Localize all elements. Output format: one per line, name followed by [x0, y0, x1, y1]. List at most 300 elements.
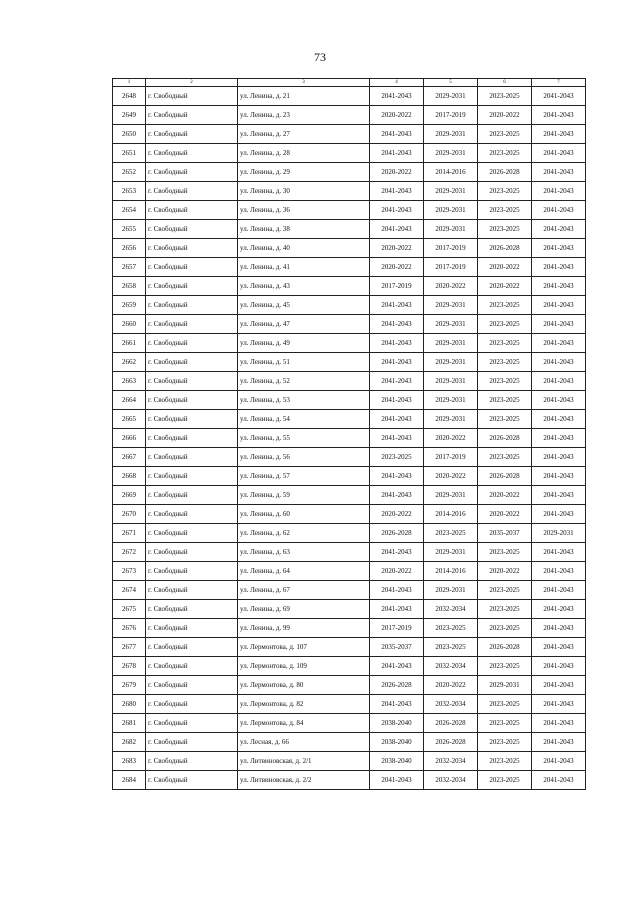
- period-cell-6: 2023-2025: [478, 296, 532, 315]
- period-cell-4: 2017-2019: [370, 619, 424, 638]
- period-cell-5: 2017-2019: [424, 106, 478, 125]
- period-cell-7: 2041-2043: [532, 372, 586, 391]
- period-cell-5: 2020-2022: [424, 429, 478, 448]
- address-cell: ул. Ленина, д. 64: [238, 562, 370, 581]
- period-cell-7: 2041-2043: [532, 239, 586, 258]
- address-cell: ул. Ленина, д. 23: [238, 106, 370, 125]
- city-cell: г. Свободный: [146, 353, 238, 372]
- period-cell-5: 2017-2019: [424, 258, 478, 277]
- period-cell-7: 2041-2043: [532, 163, 586, 182]
- row-number: 2672: [113, 543, 146, 562]
- city-cell: г. Свободный: [146, 714, 238, 733]
- period-cell-5: 2032-2034: [424, 600, 478, 619]
- period-cell-4: 2041-2043: [370, 182, 424, 201]
- period-cell-6: 2023-2025: [478, 543, 532, 562]
- period-cell-6: 2035-2037: [478, 524, 532, 543]
- period-cell-5: 2029-2031: [424, 182, 478, 201]
- period-cell-6: 2020-2022: [478, 505, 532, 524]
- table-body: [113, 87, 586, 790]
- address-cell: ул. Литвиновская, д. 2/2: [238, 771, 370, 790]
- period-cell-4: 2041-2043: [370, 87, 424, 106]
- address-cell: ул. Ленина, д. 41: [238, 258, 370, 277]
- row-number: 2649: [113, 106, 146, 125]
- period-cell-6: 2023-2025: [478, 771, 532, 790]
- period-cell-6: 2023-2025: [478, 695, 532, 714]
- period-cell-7: 2029-2031: [532, 524, 586, 543]
- period-cell-6: 2020-2022: [478, 277, 532, 296]
- city-cell: г. Свободный: [146, 106, 238, 125]
- period-cell-5: 2014-2016: [424, 163, 478, 182]
- period-cell-6: 2023-2025: [478, 410, 532, 429]
- table-row: [113, 239, 586, 258]
- period-cell-5: 2029-2031: [424, 410, 478, 429]
- period-cell-5: 2029-2031: [424, 543, 478, 562]
- row-number: 2684: [113, 771, 146, 790]
- city-cell: г. Свободный: [146, 448, 238, 467]
- period-cell-6: 2026-2028: [478, 638, 532, 657]
- period-cell-5: 2017-2019: [424, 448, 478, 467]
- city-cell: г. Свободный: [146, 258, 238, 277]
- row-number: 2680: [113, 695, 146, 714]
- period-cell-7: 2041-2043: [532, 733, 586, 752]
- period-cell-5: 2029-2031: [424, 220, 478, 239]
- table-row: [113, 182, 586, 201]
- address-cell: ул. Ленина, д. 30: [238, 182, 370, 201]
- period-cell-7: 2041-2043: [532, 714, 586, 733]
- address-cell: ул. Ленина, д. 55: [238, 429, 370, 448]
- period-cell-6: 2023-2025: [478, 315, 532, 334]
- period-cell-7: 2041-2043: [532, 448, 586, 467]
- row-number: 2675: [113, 600, 146, 619]
- period-cell-6: 2023-2025: [478, 220, 532, 239]
- period-cell-7: 2041-2043: [532, 676, 586, 695]
- period-cell-6: 2023-2025: [478, 334, 532, 353]
- row-number: 2648: [113, 87, 146, 106]
- city-cell: г. Свободный: [146, 277, 238, 296]
- row-number: 2662: [113, 353, 146, 372]
- city-cell: г. Свободный: [146, 695, 238, 714]
- period-cell-6: 2023-2025: [478, 372, 532, 391]
- table-row: [113, 733, 586, 752]
- period-cell-6: 2023-2025: [478, 657, 532, 676]
- period-cell-6: 2023-2025: [478, 448, 532, 467]
- period-cell-6: 2023-2025: [478, 391, 532, 410]
- row-number: 2670: [113, 505, 146, 524]
- table-row: [113, 486, 586, 505]
- period-cell-5: 2014-2016: [424, 505, 478, 524]
- period-cell-4: 2041-2043: [370, 334, 424, 353]
- table-row: [113, 562, 586, 581]
- period-cell-5: 2014-2016: [424, 562, 478, 581]
- address-cell: ул. Ленина, д. 40: [238, 239, 370, 258]
- row-number: 2665: [113, 410, 146, 429]
- row-number: 2682: [113, 733, 146, 752]
- period-cell-4: 2041-2043: [370, 771, 424, 790]
- city-cell: г. Свободный: [146, 163, 238, 182]
- city-cell: г. Свободный: [146, 505, 238, 524]
- period-cell-6: 2026-2028: [478, 429, 532, 448]
- period-cell-7: 2041-2043: [532, 429, 586, 448]
- address-cell: ул. Ленина, д. 47: [238, 315, 370, 334]
- city-cell: г. Свободный: [146, 543, 238, 562]
- period-cell-4: 2035-2037: [370, 638, 424, 657]
- city-cell: г. Свободный: [146, 657, 238, 676]
- table-row: [113, 334, 586, 353]
- period-cell-5: 2029-2031: [424, 144, 478, 163]
- address-cell: ул. Ленина, д. 53: [238, 391, 370, 410]
- period-cell-4: 2041-2043: [370, 695, 424, 714]
- column-header-1: 1: [113, 79, 146, 87]
- period-cell-7: 2041-2043: [532, 201, 586, 220]
- period-cell-4: 2020-2022: [370, 562, 424, 581]
- period-cell-4: 2041-2043: [370, 372, 424, 391]
- row-number: 2653: [113, 182, 146, 201]
- period-cell-4: 2041-2043: [370, 391, 424, 410]
- period-cell-5: 2029-2031: [424, 334, 478, 353]
- row-number: 2668: [113, 467, 146, 486]
- period-cell-5: 2029-2031: [424, 391, 478, 410]
- period-cell-6: 2023-2025: [478, 581, 532, 600]
- city-cell: г. Свободный: [146, 676, 238, 695]
- period-cell-7: 2041-2043: [532, 581, 586, 600]
- period-cell-4: 2041-2043: [370, 581, 424, 600]
- period-cell-7: 2041-2043: [532, 87, 586, 106]
- period-cell-4: 2038-2040: [370, 714, 424, 733]
- period-cell-6: 2023-2025: [478, 600, 532, 619]
- column-header-2: 2: [146, 79, 238, 87]
- address-cell: ул. Ленина, д. 63: [238, 543, 370, 562]
- address-cell: ул. Ленина, д. 21: [238, 87, 370, 106]
- row-number: 2676: [113, 619, 146, 638]
- period-cell-7: 2041-2043: [532, 334, 586, 353]
- address-cell: ул. Лесная, д. 66: [238, 733, 370, 752]
- table-row: [113, 87, 586, 106]
- period-cell-7: 2041-2043: [532, 619, 586, 638]
- city-cell: г. Свободный: [146, 372, 238, 391]
- table-row: [113, 125, 586, 144]
- period-cell-7: 2041-2043: [532, 391, 586, 410]
- city-cell: г. Свободный: [146, 733, 238, 752]
- period-cell-6: 2023-2025: [478, 182, 532, 201]
- column-header-3: 3: [238, 79, 370, 87]
- period-cell-6: 2020-2022: [478, 486, 532, 505]
- period-cell-6: 2026-2028: [478, 467, 532, 486]
- period-cell-7: 2041-2043: [532, 220, 586, 239]
- table-row: [113, 467, 586, 486]
- address-cell: ул. Лермонтова, д. 80: [238, 676, 370, 695]
- row-number: 2679: [113, 676, 146, 695]
- table-row: [113, 353, 586, 372]
- period-cell-4: 2017-2019: [370, 277, 424, 296]
- table-row: [113, 144, 586, 163]
- period-cell-7: 2041-2043: [532, 182, 586, 201]
- row-number: 2654: [113, 201, 146, 220]
- city-cell: г. Свободный: [146, 600, 238, 619]
- table-row: [113, 429, 586, 448]
- period-cell-5: 2032-2034: [424, 657, 478, 676]
- row-number: 2678: [113, 657, 146, 676]
- period-cell-6: 2023-2025: [478, 752, 532, 771]
- city-cell: г. Свободный: [146, 752, 238, 771]
- address-cell: ул. Литвиновская, д. 2/1: [238, 752, 370, 771]
- row-number: 2681: [113, 714, 146, 733]
- period-cell-7: 2041-2043: [532, 315, 586, 334]
- period-cell-7: 2041-2043: [532, 353, 586, 372]
- address-cell: ул. Ленина, д. 36: [238, 201, 370, 220]
- address-cell: ул. Лермонтова, д. 84: [238, 714, 370, 733]
- city-cell: г. Свободный: [146, 315, 238, 334]
- table-row: [113, 106, 586, 125]
- address-cell: ул. Лермонтова, д. 109: [238, 657, 370, 676]
- city-cell: г. Свободный: [146, 486, 238, 505]
- table-row: [113, 163, 586, 182]
- table-row: [113, 714, 586, 733]
- period-cell-4: 2041-2043: [370, 220, 424, 239]
- address-cell: ул. Ленина, д. 54: [238, 410, 370, 429]
- row-number: 2657: [113, 258, 146, 277]
- row-number: 2655: [113, 220, 146, 239]
- row-number: 2656: [113, 239, 146, 258]
- table-row: [113, 315, 586, 334]
- city-cell: г. Свободный: [146, 220, 238, 239]
- table-row: [113, 410, 586, 429]
- row-number: 2650: [113, 125, 146, 144]
- period-cell-7: 2041-2043: [532, 296, 586, 315]
- address-cell: ул. Ленина, д. 59: [238, 486, 370, 505]
- table-row: [113, 638, 586, 657]
- city-cell: г. Свободный: [146, 562, 238, 581]
- period-cell-4: 2026-2028: [370, 524, 424, 543]
- period-cell-4: 2041-2043: [370, 410, 424, 429]
- period-cell-5: 2029-2031: [424, 296, 478, 315]
- row-number: 2664: [113, 391, 146, 410]
- address-cell: ул. Ленина, д. 57: [238, 467, 370, 486]
- row-number: 2671: [113, 524, 146, 543]
- period-cell-5: 2029-2031: [424, 353, 478, 372]
- address-cell: ул. Лермонтова, д. 107: [238, 638, 370, 657]
- period-cell-4: 2041-2043: [370, 353, 424, 372]
- period-cell-5: 2023-2025: [424, 638, 478, 657]
- period-cell-4: 2020-2022: [370, 106, 424, 125]
- city-cell: г. Свободный: [146, 524, 238, 543]
- address-cell: ул. Ленина, д. 51: [238, 353, 370, 372]
- period-cell-4: 2038-2040: [370, 752, 424, 771]
- table-row: [113, 372, 586, 391]
- housing-schedule-table: [112, 78, 586, 790]
- period-cell-7: 2041-2043: [532, 505, 586, 524]
- period-cell-7: 2041-2043: [532, 258, 586, 277]
- period-cell-7: 2041-2043: [532, 600, 586, 619]
- period-cell-4: 2041-2043: [370, 467, 424, 486]
- row-number: 2666: [113, 429, 146, 448]
- row-number: 2667: [113, 448, 146, 467]
- period-cell-5: 2029-2031: [424, 486, 478, 505]
- period-cell-7: 2041-2043: [532, 144, 586, 163]
- table-row: [113, 752, 586, 771]
- period-cell-5: 2029-2031: [424, 125, 478, 144]
- column-header-5: 5: [424, 79, 478, 87]
- address-cell: ул. Ленина, д. 38: [238, 220, 370, 239]
- row-number: 2658: [113, 277, 146, 296]
- period-cell-7: 2041-2043: [532, 277, 586, 296]
- city-cell: г. Свободный: [146, 334, 238, 353]
- column-header-6: 6: [478, 79, 532, 87]
- address-cell: ул. Ленина, д. 45: [238, 296, 370, 315]
- period-cell-5: 2023-2025: [424, 524, 478, 543]
- row-number: 2660: [113, 315, 146, 334]
- period-cell-4: 2041-2043: [370, 543, 424, 562]
- address-cell: ул. Ленина, д. 62: [238, 524, 370, 543]
- period-cell-6: 2023-2025: [478, 201, 532, 220]
- period-cell-5: 2032-2034: [424, 695, 478, 714]
- period-cell-6: 2020-2022: [478, 106, 532, 125]
- row-number: 2651: [113, 144, 146, 163]
- period-cell-5: 2029-2031: [424, 581, 478, 600]
- table-row: [113, 676, 586, 695]
- period-cell-5: 2017-2019: [424, 239, 478, 258]
- period-cell-6: 2023-2025: [478, 125, 532, 144]
- period-cell-6: 2026-2028: [478, 163, 532, 182]
- period-cell-6: 2023-2025: [478, 144, 532, 163]
- address-cell: ул. Ленина, д. 60: [238, 505, 370, 524]
- period-cell-5: 2029-2031: [424, 315, 478, 334]
- table-row: [113, 220, 586, 239]
- page-number: 73: [314, 50, 326, 64]
- period-cell-4: 2026-2028: [370, 676, 424, 695]
- period-cell-4: 2041-2043: [370, 125, 424, 144]
- address-cell: ул. Ленина, д. 99: [238, 619, 370, 638]
- period-cell-4: 2020-2022: [370, 163, 424, 182]
- table-row: [113, 657, 586, 676]
- period-cell-4: 2041-2043: [370, 201, 424, 220]
- period-cell-6: 2023-2025: [478, 87, 532, 106]
- city-cell: г. Свободный: [146, 581, 238, 600]
- period-cell-5: 2026-2028: [424, 733, 478, 752]
- table-row: [113, 695, 586, 714]
- period-cell-4: 2023-2025: [370, 448, 424, 467]
- address-cell: ул. Ленина, д. 52: [238, 372, 370, 391]
- city-cell: г. Свободный: [146, 144, 238, 163]
- period-cell-7: 2041-2043: [532, 106, 586, 125]
- city-cell: г. Свободный: [146, 619, 238, 638]
- period-cell-4: 2041-2043: [370, 315, 424, 334]
- period-cell-5: 2023-2025: [424, 619, 478, 638]
- address-cell: ул. Ленина, д. 69: [238, 600, 370, 619]
- period-cell-5: 2029-2031: [424, 201, 478, 220]
- table-row: [113, 277, 586, 296]
- period-cell-5: 2032-2034: [424, 752, 478, 771]
- period-cell-7: 2041-2043: [532, 467, 586, 486]
- city-cell: г. Свободный: [146, 467, 238, 486]
- period-cell-6: 2026-2028: [478, 239, 532, 258]
- period-cell-4: 2020-2022: [370, 258, 424, 277]
- period-cell-6: 2023-2025: [478, 714, 532, 733]
- table-row: [113, 258, 586, 277]
- period-cell-4: 2041-2043: [370, 144, 424, 163]
- table-row: [113, 524, 586, 543]
- address-cell: ул. Ленина, д. 49: [238, 334, 370, 353]
- city-cell: г. Свободный: [146, 182, 238, 201]
- table-row: [113, 448, 586, 467]
- table-row: [113, 619, 586, 638]
- address-cell: ул. Ленина, д. 43: [238, 277, 370, 296]
- period-cell-7: 2041-2043: [532, 657, 586, 676]
- period-cell-7: 2041-2043: [532, 562, 586, 581]
- city-cell: г. Свободный: [146, 638, 238, 657]
- row-number: 2673: [113, 562, 146, 581]
- city-cell: г. Свободный: [146, 87, 238, 106]
- period-cell-6: 2020-2022: [478, 562, 532, 581]
- period-cell-7: 2041-2043: [532, 695, 586, 714]
- period-cell-5: 2032-2034: [424, 771, 478, 790]
- period-cell-7: 2041-2043: [532, 752, 586, 771]
- period-cell-4: 2041-2043: [370, 429, 424, 448]
- row-number: 2669: [113, 486, 146, 505]
- period-cell-7: 2041-2043: [532, 638, 586, 657]
- city-cell: г. Свободный: [146, 391, 238, 410]
- column-number-row: [113, 79, 586, 87]
- city-cell: г. Свободный: [146, 429, 238, 448]
- city-cell: г. Свободный: [146, 201, 238, 220]
- period-cell-7: 2041-2043: [532, 486, 586, 505]
- period-cell-4: 2038-2040: [370, 733, 424, 752]
- column-header-7: 7: [532, 79, 586, 87]
- table-row: [113, 391, 586, 410]
- address-cell: ул. Ленина, д. 29: [238, 163, 370, 182]
- period-cell-7: 2041-2043: [532, 125, 586, 144]
- city-cell: г. Свободный: [146, 125, 238, 144]
- city-cell: г. Свободный: [146, 771, 238, 790]
- period-cell-5: 2020-2022: [424, 676, 478, 695]
- period-cell-7: 2041-2043: [532, 771, 586, 790]
- period-cell-6: 2023-2025: [478, 619, 532, 638]
- period-cell-4: 2041-2043: [370, 657, 424, 676]
- address-cell: ул. Лермонтова, д. 82: [238, 695, 370, 714]
- table-row: [113, 581, 586, 600]
- address-cell: ул. Ленина, д. 28: [238, 144, 370, 163]
- table-row: [113, 600, 586, 619]
- address-cell: ул. Ленина, д. 67: [238, 581, 370, 600]
- row-number: 2661: [113, 334, 146, 353]
- city-cell: г. Свободный: [146, 410, 238, 429]
- address-cell: ул. Ленина, д. 27: [238, 125, 370, 144]
- city-cell: г. Свободный: [146, 296, 238, 315]
- period-cell-7: 2041-2043: [532, 410, 586, 429]
- period-cell-4: 2020-2022: [370, 239, 424, 258]
- period-cell-4: 2041-2043: [370, 600, 424, 619]
- row-number: 2652: [113, 163, 146, 182]
- period-cell-6: 2020-2022: [478, 258, 532, 277]
- table-row: [113, 201, 586, 220]
- period-cell-7: 2041-2043: [532, 543, 586, 562]
- period-cell-4: 2041-2043: [370, 486, 424, 505]
- column-header-4: 4: [370, 79, 424, 87]
- table-row: [113, 505, 586, 524]
- period-cell-5: 2029-2031: [424, 372, 478, 391]
- period-cell-6: 2023-2025: [478, 353, 532, 372]
- period-cell-5: 2020-2022: [424, 467, 478, 486]
- row-number: 2677: [113, 638, 146, 657]
- row-number: 2659: [113, 296, 146, 315]
- table-row: [113, 771, 586, 790]
- table-row: [113, 296, 586, 315]
- period-cell-5: 2026-2028: [424, 714, 478, 733]
- period-cell-4: 2041-2043: [370, 296, 424, 315]
- row-number: 2683: [113, 752, 146, 771]
- period-cell-6: 2029-2031: [478, 676, 532, 695]
- table-row: [113, 543, 586, 562]
- period-cell-6: 2023-2025: [478, 733, 532, 752]
